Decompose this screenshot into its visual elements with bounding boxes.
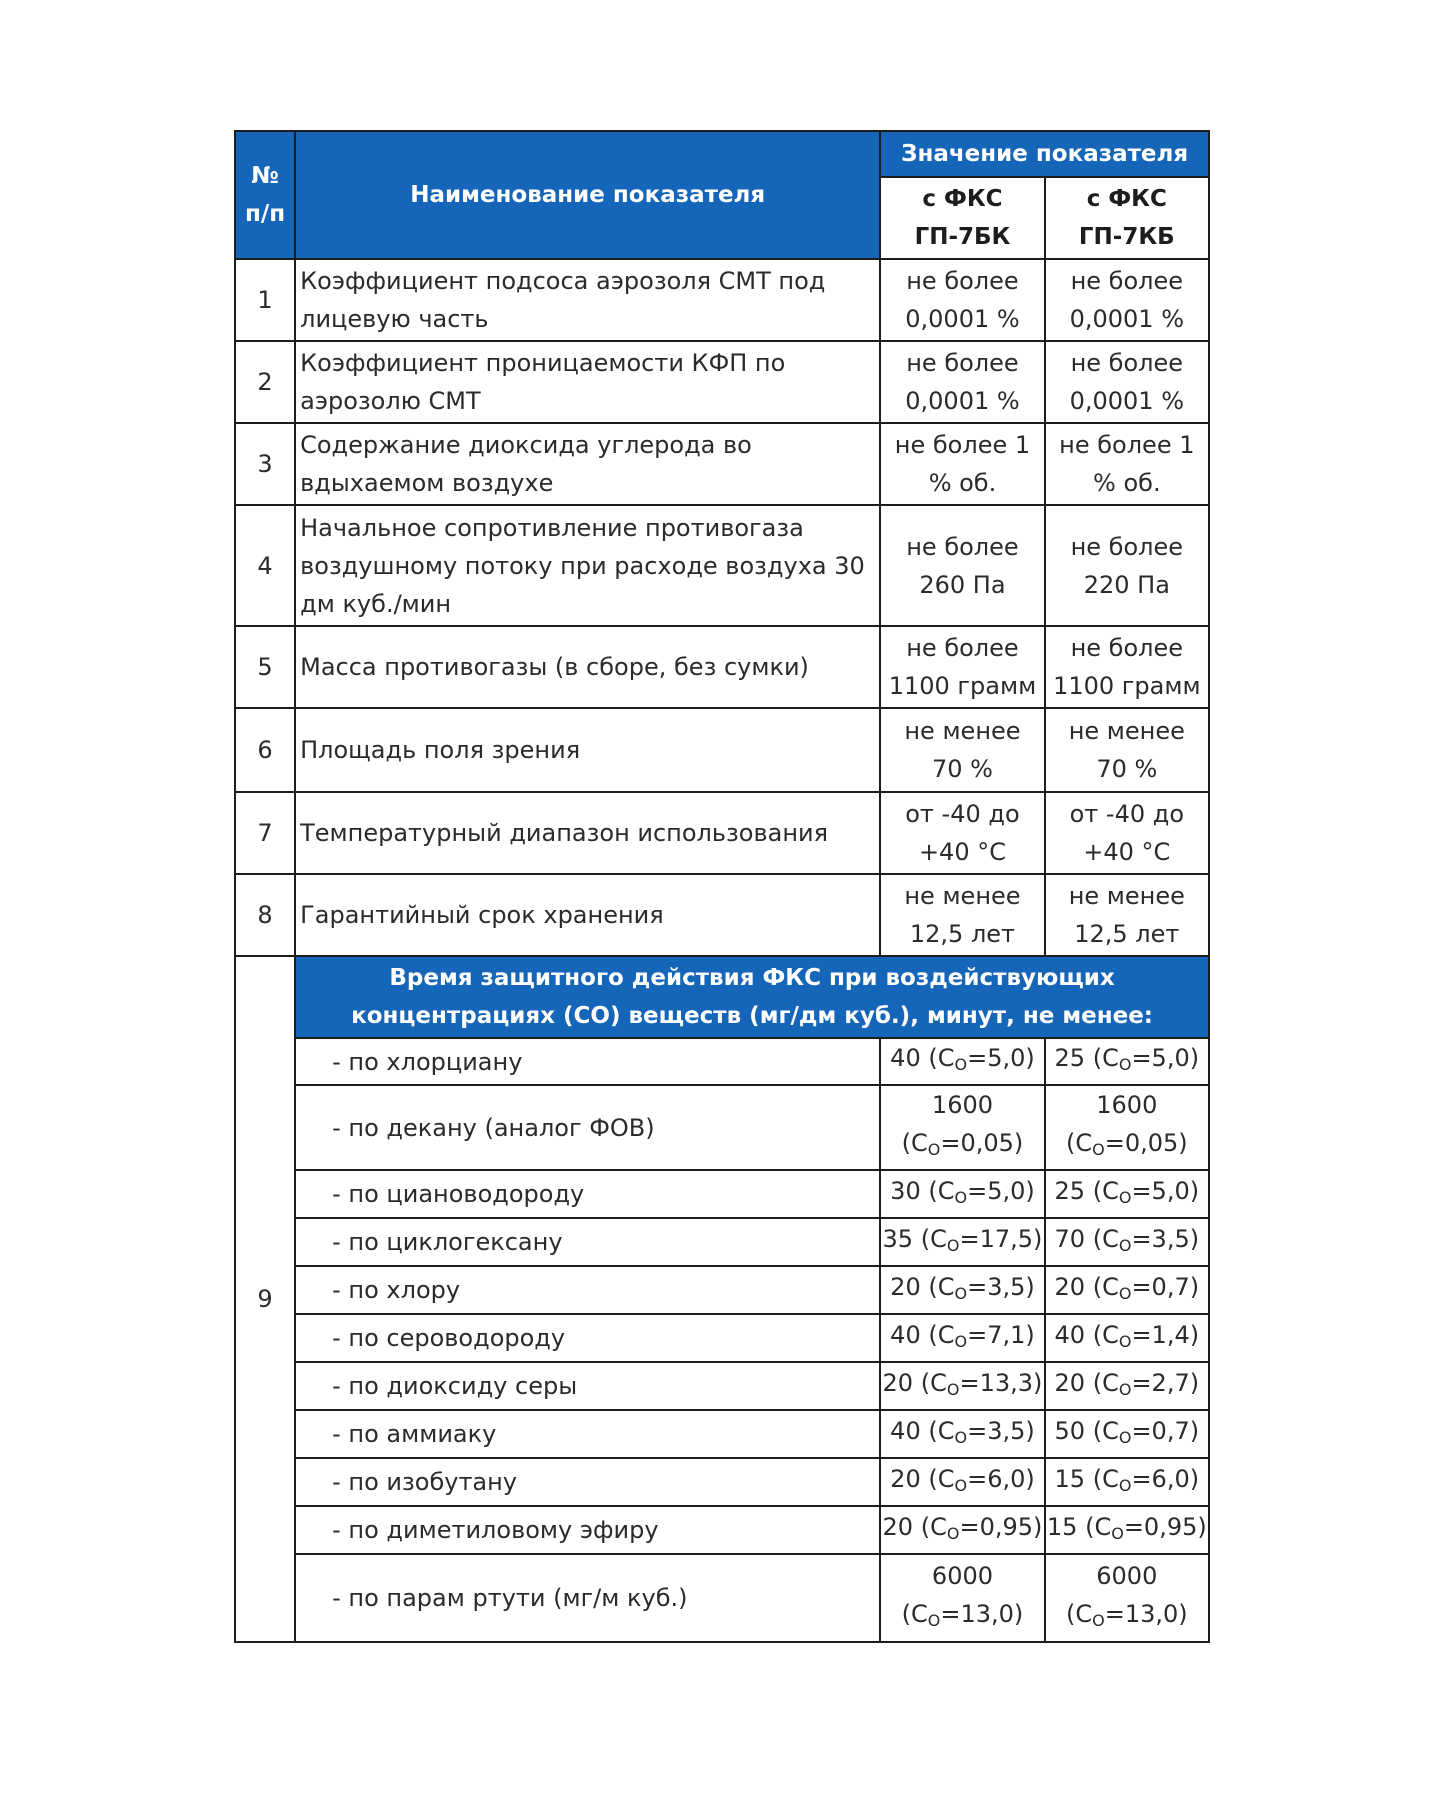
row-value-b: не более 1100 грамм [1045, 626, 1209, 708]
row-value-b: не более 0,0001 % [1045, 341, 1209, 423]
concentration-subscript: O [1118, 1331, 1132, 1351]
equals-sign: = [959, 1224, 980, 1253]
paren-close: ) [1013, 1599, 1024, 1628]
concentration-subscript: O [954, 1187, 968, 1207]
section-item-value-a [880, 1506, 1044, 1554]
paren-open: ( [1085, 1512, 1095, 1541]
concentration-symbol: C [1102, 1224, 1119, 1253]
section-item-value-a [880, 1410, 1044, 1458]
row-num: 3 [235, 423, 295, 505]
header-col-b: с ФКС ГП-7КБ [1045, 177, 1209, 259]
section-item-value-a [880, 1554, 1044, 1642]
concentration-value: 3,5 [1151, 1224, 1190, 1253]
equals-sign: = [967, 1416, 988, 1445]
concentration-symbol: C [1102, 1464, 1119, 1493]
equals-sign: = [1131, 1320, 1152, 1349]
section-item-name: - по хлору [295, 1266, 880, 1314]
row-name: Масса противогазы (в сборе, без сумки) [295, 626, 880, 708]
concentration-symbol: C [937, 1320, 955, 1349]
concentration-subscript: O [954, 1331, 968, 1351]
paren-open: ( [920, 1512, 931, 1541]
concentration-subscript: O [927, 1140, 941, 1159]
time-value: 50 [1054, 1416, 1086, 1445]
section-item-row [235, 1170, 1209, 1218]
section-item-row [235, 1554, 1209, 1642]
equals-sign: = [1131, 1272, 1152, 1301]
paren-close: ) [1025, 1272, 1035, 1301]
paren-close: ) [1025, 1320, 1035, 1349]
paren-close: ) [1197, 1512, 1207, 1541]
time-value: 70 [1054, 1224, 1086, 1253]
spacer [1085, 1044, 1093, 1072]
section-item-row [235, 1506, 1209, 1554]
table-row [235, 505, 1209, 626]
row-num: 1 [235, 259, 295, 341]
paren-close: ) [1189, 1044, 1200, 1072]
section-item-row [235, 1458, 1209, 1506]
time-value: 30 [890, 1176, 921, 1205]
row-value-b: не более 0,0001 % [1045, 259, 1209, 341]
section-item-name: - по циановодороду [295, 1170, 880, 1218]
table-row [235, 259, 1209, 341]
row-name: Начальное сопротивление противогаза воздушному потоку при расходе воздуха 30 дм куб./мин [295, 505, 880, 626]
paren-open: ( [1092, 1224, 1103, 1253]
row-value-a: не более 0,0001 % [880, 259, 1044, 341]
header-col-a: с ФКС ГП-7БК [880, 177, 1044, 259]
table-row [235, 708, 1209, 792]
spacer [1085, 1417, 1093, 1445]
row-value-b: не более 220 Па [1045, 505, 1209, 626]
equals-sign: = [967, 1044, 988, 1072]
row-name: Температурный диапазон использования [295, 792, 880, 874]
spacer [913, 1513, 921, 1541]
paren-open: ( [1092, 1176, 1103, 1205]
header-name: Наименование показателя [295, 131, 880, 259]
time-value: 40 [890, 1416, 921, 1445]
concentration-symbol: C [937, 1416, 955, 1445]
concentration-value: 1,4 [1151, 1320, 1190, 1349]
row-value-b: не менее 70 % [1045, 708, 1209, 792]
section-item-value-a [880, 1458, 1044, 1506]
section-item-row [235, 1038, 1209, 1085]
section-item-value-b [1045, 1410, 1209, 1458]
section-item-name: - по сероводороду [295, 1314, 880, 1362]
concentration-value: 0,95 [1143, 1512, 1198, 1541]
section-item-name: - по аммиаку [295, 1410, 880, 1458]
paren-close: ) [1033, 1224, 1043, 1253]
section-item-row [235, 1085, 1209, 1170]
concentration-subscript: O [1111, 1523, 1124, 1543]
concentration-subscript: O [954, 1055, 968, 1074]
paren-close: ) [1033, 1368, 1043, 1397]
time-value: 15 [1046, 1512, 1078, 1541]
paren-open: ( [1092, 1416, 1103, 1445]
concentration-value: 5,0 [987, 1176, 1026, 1205]
concentration-subscript: O [1118, 1055, 1132, 1074]
paren-close: ) [1189, 1176, 1200, 1205]
spacer [1085, 1225, 1093, 1253]
paren-open: ( [928, 1176, 938, 1205]
concentration-value: 6,0 [987, 1464, 1026, 1493]
table-row [235, 423, 1209, 505]
row-num: 2 [235, 341, 295, 423]
table-row [235, 874, 1209, 956]
section-item-value-a [880, 1038, 1044, 1085]
time-value: 20 [1054, 1272, 1086, 1301]
section-title: Время защитного действия ФКС при воздействующих концентрациях (СО) веществ (мг/дм куб.), минут, не менее: [295, 956, 1209, 1038]
section-item-name: - по хлорциану [295, 1038, 880, 1085]
concentration-value: 0,7 [1151, 1272, 1190, 1301]
concentration-subscript: O [1118, 1283, 1132, 1303]
paren-open: ( [1092, 1272, 1103, 1301]
equals-sign: = [959, 1512, 980, 1541]
section-item-value-b [1045, 1038, 1209, 1085]
section-item-name: - по декану (аналог ФОВ) [295, 1085, 880, 1170]
concentration-value: 6,0 [1151, 1464, 1190, 1493]
concentration-value: 3,5 [987, 1416, 1026, 1445]
row-value-a: от -40 до +40 °С [880, 792, 1044, 874]
concentration-symbol: C [937, 1272, 955, 1301]
row-name: Коэффициент подсоса аэрозоля СМТ под лицевую часть [295, 259, 880, 341]
equals-sign: = [1131, 1416, 1152, 1445]
row-value-a: не менее 12,5 лет [880, 874, 1044, 956]
concentration-value: 7,1 [987, 1320, 1026, 1349]
table-row [235, 626, 1209, 708]
equals-sign: = [1131, 1224, 1152, 1253]
time-value: 6000 [931, 1561, 993, 1590]
concentration-value: 0,05 [960, 1129, 1014, 1157]
section-item-name: - по циклогексану [295, 1218, 880, 1266]
concentration-symbol: C [1075, 1599, 1093, 1628]
row-num: 8 [235, 874, 295, 956]
time-value: 25 [1054, 1176, 1086, 1205]
section-item-value-a [880, 1314, 1044, 1362]
concentration-value: 0,95 [979, 1512, 1033, 1541]
spacer [1085, 1465, 1093, 1493]
row-value-a: не более 260 Па [880, 505, 1044, 626]
row-value-a: не более 1100 грамм [880, 626, 1044, 708]
paren-close: ) [1025, 1464, 1035, 1493]
concentration-subscript: O [1118, 1235, 1132, 1255]
row-name: Содержание диоксида углерода во вдыхаемом воздухе [295, 423, 880, 505]
paren-open: ( [928, 1044, 938, 1072]
concentration-subscript: O [1118, 1379, 1132, 1399]
concentration-value: 5,0 [987, 1044, 1026, 1072]
equals-sign: = [959, 1368, 980, 1397]
section-item-row [235, 1266, 1209, 1314]
concentration-symbol: C [1075, 1129, 1093, 1157]
paren-open: ( [901, 1129, 911, 1157]
spacer [1085, 1369, 1093, 1397]
concentration-symbol: C [911, 1129, 928, 1157]
table-row [235, 792, 1209, 874]
time-value: 1600 [1096, 1091, 1158, 1119]
time-value: 20 [882, 1368, 914, 1397]
paren-close: ) [1189, 1224, 1200, 1253]
specification-table [234, 130, 1210, 1643]
spacer [913, 1369, 921, 1397]
concentration-symbol: C [930, 1224, 947, 1253]
section-item-name: - по парам ртути (мг/м куб.) [295, 1554, 880, 1642]
concentration-subscript: O [1118, 1475, 1132, 1495]
row-num: 7 [235, 792, 295, 874]
concentration-value: 2,7 [1151, 1368, 1190, 1397]
paren-close: ) [1025, 1416, 1035, 1445]
section-item-name: - по диоксиду серы [295, 1362, 880, 1410]
section-item-row [235, 1218, 1209, 1266]
time-value: 6000 [1096, 1561, 1158, 1590]
paren-open: ( [920, 1224, 931, 1253]
paren-open: ( [1092, 1320, 1103, 1349]
section-item-value-b [1045, 1266, 1209, 1314]
concentration-subscript: O [946, 1523, 960, 1543]
paren-open: ( [1065, 1599, 1076, 1628]
paren-open: ( [928, 1416, 938, 1445]
row-value-a: не более 0,0001 % [880, 341, 1044, 423]
concentration-subscript: O [946, 1379, 960, 1399]
concentration-symbol: C [930, 1368, 947, 1397]
section-item-value-b [1045, 1458, 1209, 1506]
time-value: 40 [890, 1044, 921, 1072]
paren-close: ) [1178, 1129, 1188, 1157]
paren-close: ) [1025, 1044, 1035, 1072]
spacer [1085, 1177, 1093, 1205]
row-name: Площадь поля зрения [295, 708, 880, 792]
concentration-subscript: O [954, 1283, 968, 1303]
section-item-value-a [880, 1085, 1044, 1170]
paren-open: ( [920, 1368, 931, 1397]
section-header-row [235, 956, 1209, 1038]
concentration-symbol: C [1094, 1512, 1112, 1541]
equals-sign: = [967, 1272, 988, 1301]
concentration-value: 5,0 [1151, 1176, 1190, 1205]
paren-close: ) [1189, 1416, 1200, 1445]
row-value-b: не более 1 % об. [1045, 423, 1209, 505]
row-name: Гарантийный срок хранения [295, 874, 880, 956]
equals-sign: = [1131, 1368, 1152, 1397]
time-value: 1600 [931, 1091, 993, 1119]
concentration-value: 0,7 [1151, 1416, 1190, 1445]
paren-close: ) [1189, 1320, 1200, 1349]
section-item-value-b [1045, 1170, 1209, 1218]
equals-sign: = [967, 1320, 988, 1349]
paren-close: ) [1033, 1512, 1043, 1541]
paren-open: ( [928, 1272, 938, 1301]
section-item-value-b [1045, 1506, 1209, 1554]
concentration-symbol: C [1102, 1416, 1119, 1445]
equals-sign: = [1104, 1599, 1125, 1628]
paren-open: ( [1092, 1368, 1103, 1397]
spacer [1077, 1513, 1085, 1541]
concentration-subscript: O [1118, 1427, 1132, 1447]
concentration-subscript: O [1092, 1140, 1105, 1159]
paren-close: ) [1013, 1129, 1024, 1157]
section-num: 9 [235, 956, 295, 1642]
concentration-subscript: O [1092, 1610, 1105, 1630]
header-num: № п/п [235, 131, 295, 259]
paren-close: ) [1189, 1272, 1200, 1301]
concentration-subscript: O [1118, 1187, 1132, 1207]
concentration-subscript: O [946, 1235, 960, 1255]
concentration-symbol: C [1102, 1044, 1119, 1072]
equals-sign: = [1131, 1044, 1152, 1072]
section-item-value-a [880, 1362, 1044, 1410]
equals-sign: = [1123, 1512, 1144, 1541]
time-value: 40 [1054, 1320, 1086, 1349]
section-item-value-b [1045, 1314, 1209, 1362]
concentration-value: 0,05 [1124, 1129, 1179, 1157]
row-value-b: от -40 до +40 °С [1045, 792, 1209, 874]
concentration-symbol: C [1102, 1272, 1119, 1301]
paren-close: ) [1025, 1176, 1035, 1205]
concentration-value: 5,0 [1151, 1044, 1190, 1072]
time-value: 25 [1054, 1044, 1086, 1072]
spacer [1085, 1321, 1093, 1349]
section-item-value-a [880, 1218, 1044, 1266]
time-value: 20 [890, 1464, 921, 1493]
equals-sign: = [967, 1176, 988, 1205]
row-name: Коэффициент проницаемости КФП по аэрозолю СМТ [295, 341, 880, 423]
concentration-symbol: C [1102, 1320, 1119, 1349]
section-item-name: - по диметиловому эфиру [295, 1506, 880, 1554]
equals-sign: = [967, 1464, 988, 1493]
section-item-row [235, 1410, 1209, 1458]
concentration-symbol: C [937, 1176, 955, 1205]
concentration-subscript: O [954, 1427, 968, 1447]
concentration-value: 3,5 [987, 1272, 1026, 1301]
paren-close: ) [1178, 1599, 1188, 1628]
concentration-symbol: C [911, 1599, 928, 1628]
concentration-symbol: C [1102, 1368, 1119, 1397]
row-value-a: не менее 70 % [880, 708, 1044, 792]
concentration-symbol: C [937, 1044, 955, 1072]
section-item-value-a [880, 1266, 1044, 1314]
section-item-row [235, 1314, 1209, 1362]
concentration-value: 13,0 [1124, 1599, 1179, 1628]
spacer [913, 1225, 921, 1253]
time-value: 20 [1054, 1368, 1086, 1397]
paren-open: ( [928, 1464, 938, 1493]
section-item-row [235, 1362, 1209, 1410]
section-item-name: - по изобутану [295, 1458, 880, 1506]
concentration-subscript: O [954, 1475, 968, 1495]
header-value-group: Значение показателя [880, 131, 1209, 177]
equals-sign: = [940, 1599, 961, 1628]
equals-sign: = [940, 1129, 961, 1157]
row-num: 5 [235, 626, 295, 708]
concentration-symbol: C [937, 1464, 955, 1493]
row-value-b: не менее 12,5 лет [1045, 874, 1209, 956]
section-item-value-a [880, 1170, 1044, 1218]
concentration-value: 17,5 [979, 1224, 1033, 1253]
concentration-subscript: O [927, 1610, 941, 1630]
row-value-a: не более 1 % об. [880, 423, 1044, 505]
equals-sign: = [1131, 1176, 1152, 1205]
paren-open: ( [928, 1320, 938, 1349]
paren-close: ) [1189, 1368, 1200, 1397]
row-num: 4 [235, 505, 295, 626]
section-item-value-b [1045, 1362, 1209, 1410]
time-value: 40 [890, 1320, 921, 1349]
paren-open: ( [901, 1599, 911, 1628]
time-value: 20 [882, 1512, 914, 1541]
paren-open: ( [1092, 1464, 1103, 1493]
concentration-value: 13,3 [979, 1368, 1033, 1397]
section-item-value-b [1045, 1218, 1209, 1266]
paren-close: ) [1189, 1464, 1200, 1493]
time-value: 35 [882, 1224, 914, 1253]
paren-open: ( [1065, 1129, 1076, 1157]
equals-sign: = [1131, 1464, 1152, 1493]
concentration-value: 13,0 [960, 1599, 1014, 1628]
concentration-symbol: C [930, 1512, 947, 1541]
spacer [1085, 1273, 1093, 1301]
time-value: 15 [1054, 1464, 1086, 1493]
concentration-symbol: C [1102, 1176, 1119, 1205]
table-row [235, 341, 1209, 423]
equals-sign: = [1104, 1129, 1125, 1157]
time-value: 20 [890, 1272, 921, 1301]
section-item-value-b [1045, 1085, 1209, 1170]
paren-open: ( [1092, 1044, 1103, 1072]
row-num: 6 [235, 708, 295, 792]
section-item-value-b [1045, 1554, 1209, 1642]
